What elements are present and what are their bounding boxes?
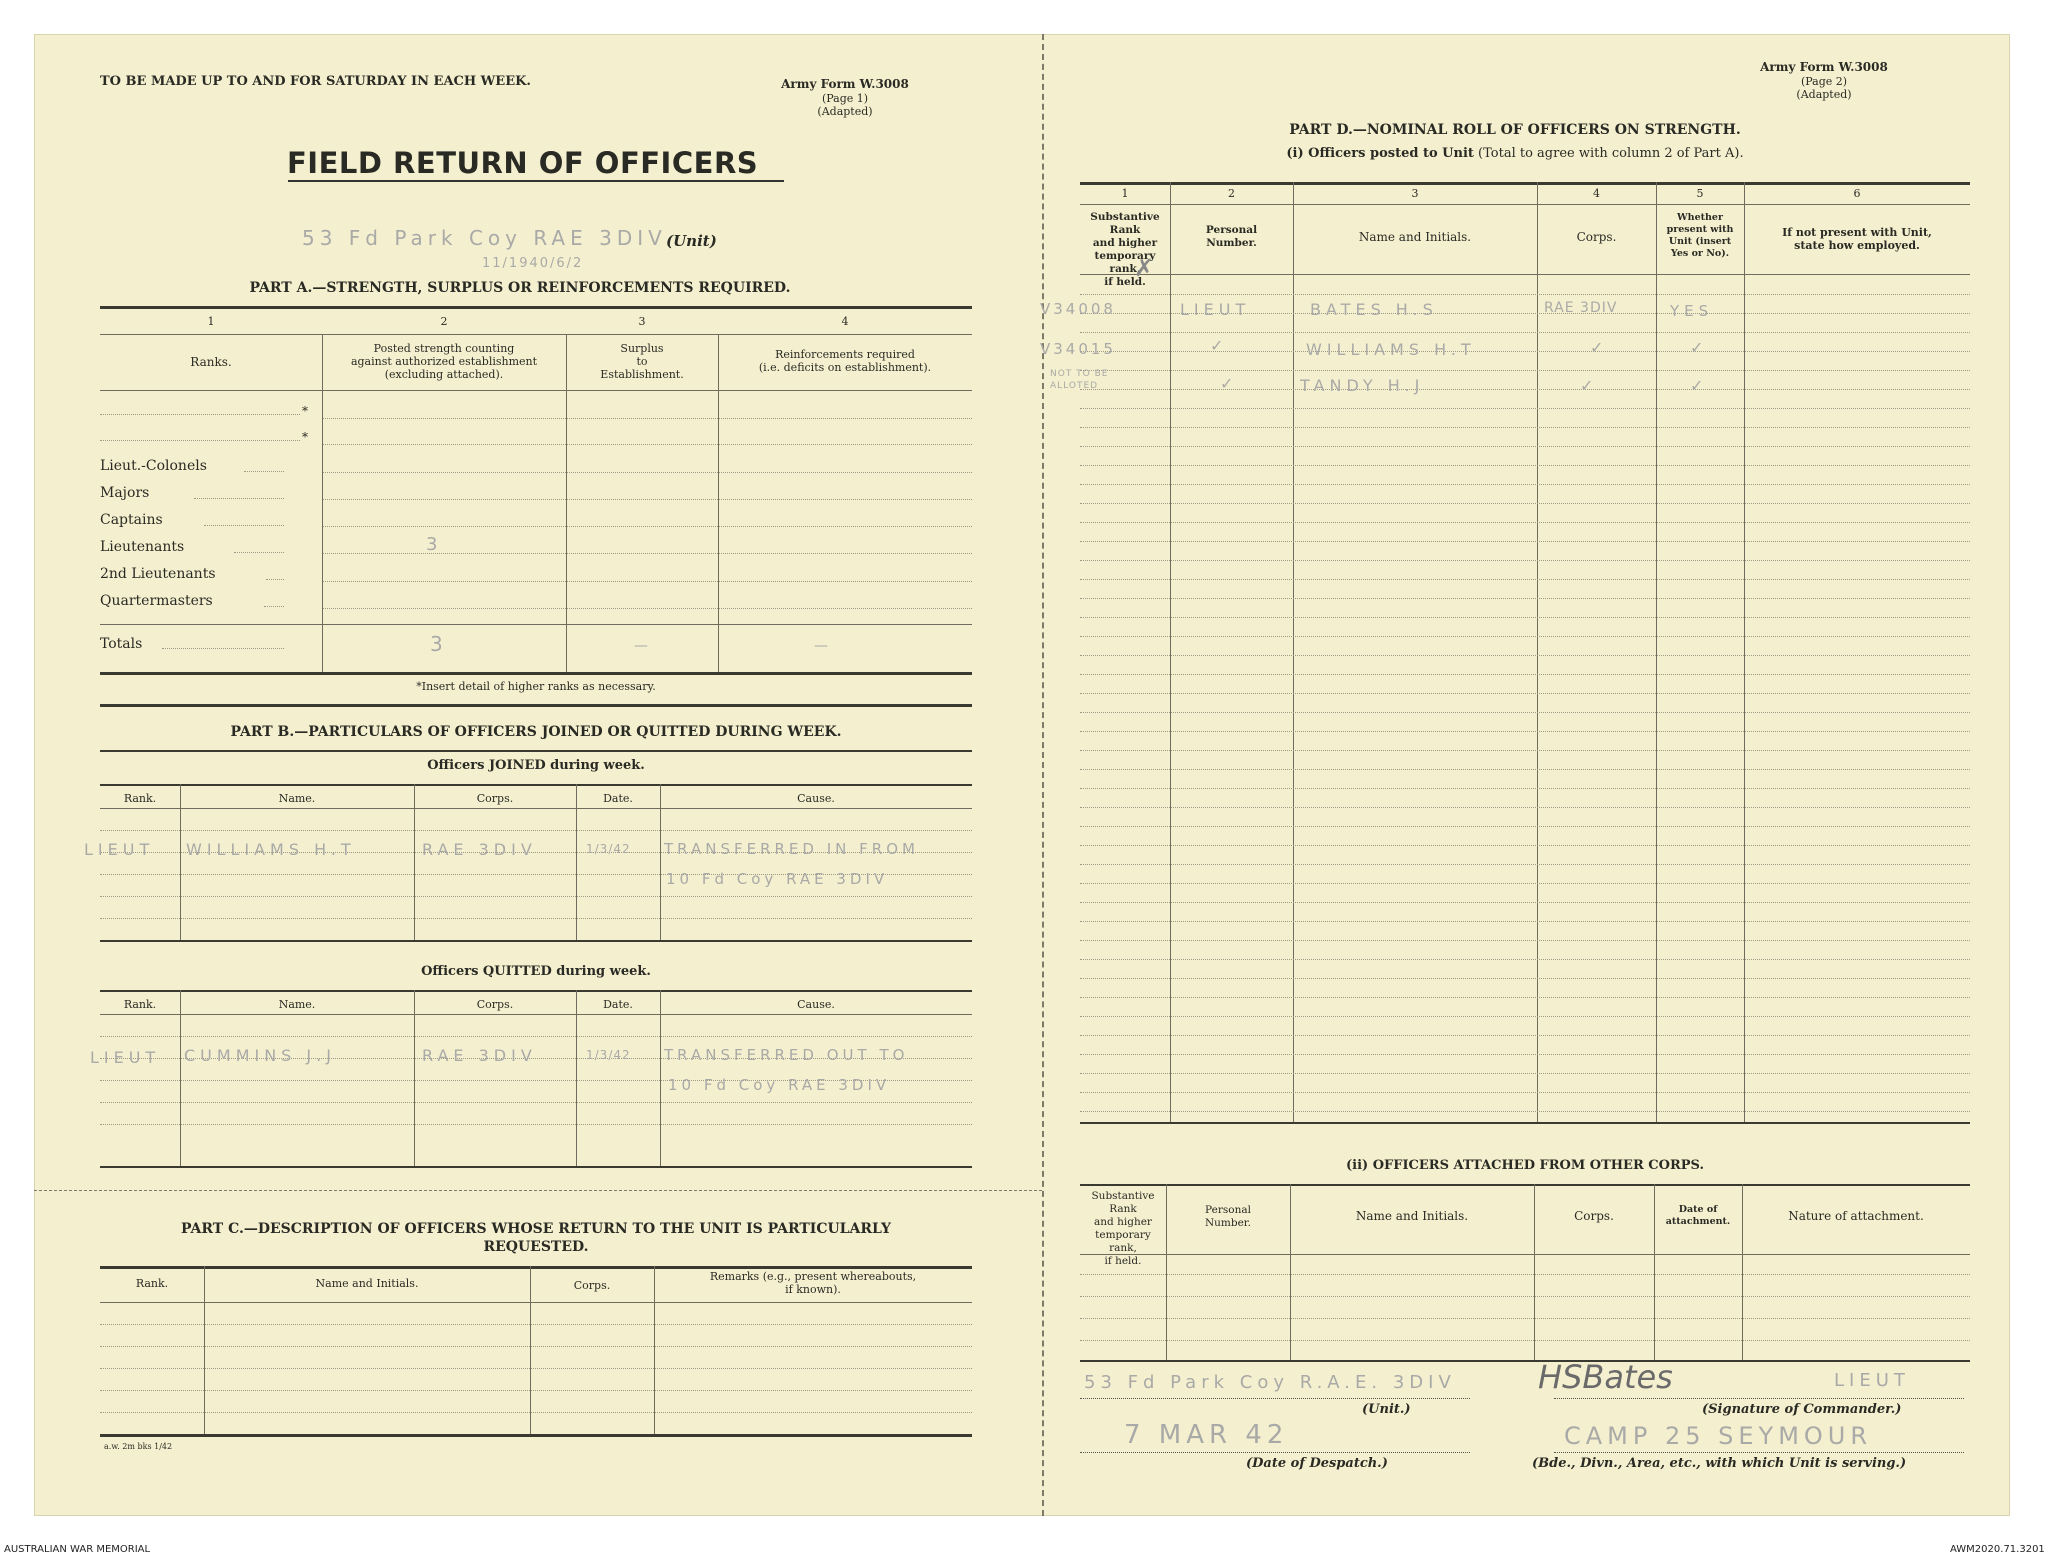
joined-name-header: Name. (278, 792, 316, 805)
part-a-posted-header: Posted strength counting against authorized establishment (excluding attached). (350, 342, 538, 381)
part-d-present-header: Whether present with Unit (insert Yes or No). (1666, 212, 1734, 259)
quitted-name-header: Name. (278, 998, 316, 1011)
part-a-col2-number: 2 (440, 315, 448, 328)
part-c-title: PART C.—DESCRIPTION OF OFFICERS WHOSE RETURN TO THE UNIT IS PARTICULARLY REQUESTED. (181, 1221, 891, 1255)
attached-name-header: Name and Initials. (1355, 1209, 1469, 1223)
roll-row1-present: YES (1670, 302, 1714, 320)
roll-row3-corps: ✓ (1580, 376, 1599, 395)
ruled-row-line (1080, 560, 1970, 561)
roll-row2-present: ✓ (1690, 338, 1709, 357)
roll-row2-rank: ✓ (1210, 336, 1229, 355)
part-a-surplus-header: Surplus to Establishment. (600, 342, 684, 381)
unit-handwritten: 53 Fd Park Coy RAE 3DIV (302, 226, 667, 250)
footer-institution: AUSTRALIAN WAR MEMORIAL (4, 1544, 151, 1555)
part-d-corps-header: Corps. (1576, 230, 1617, 244)
ruled-row-line (1080, 1016, 1970, 1017)
joined-cause-line1: TRANSFERRED IN FROM (664, 840, 919, 858)
asterisk-1: * (302, 404, 308, 418)
quitted-cause-header: Cause. (797, 998, 835, 1011)
roll-row1-number: V34008 (1040, 300, 1116, 318)
ruled-row-line (1080, 883, 1970, 884)
rank-quartermasters: Quartermasters (100, 593, 213, 609)
joined-date-header: Date. (603, 792, 633, 805)
quitted-name: CUMMINS J.J (184, 1046, 336, 1065)
signoff-unit-handwritten: 53 Fd Park Coy R.A.E. 3DIV (1084, 1372, 1456, 1393)
roll-row3-number-line1: NOT TO BE (1050, 369, 1109, 379)
cross-out-mark: ✗ (1134, 254, 1155, 282)
ruled-row-line (1080, 503, 1970, 504)
footer-accession: AWM2020.71.3201 (1950, 1544, 2045, 1555)
part-c-name-header: Name and Initials. (315, 1277, 419, 1290)
ruled-row-line (1080, 769, 1970, 770)
ruled-row-line (1080, 579, 1970, 580)
rank-lieut-colonels: Lieut.-Colonels (100, 458, 207, 474)
joined-title: Officers JOINED during week. (427, 758, 645, 773)
part-b-title: PART B.—PARTICULARS OF OFFICERS JOINED OR QUITTED DURING WEEK. (230, 724, 842, 740)
perforation-line (34, 1190, 1042, 1191)
signature-rank: LIEUT (1834, 1370, 1910, 1391)
ruled-row-line (1080, 864, 1970, 865)
location-handwritten: CAMP 25 SEYMOUR (1564, 1422, 1873, 1450)
quitted-rank: LIEUT (90, 1048, 161, 1067)
ruled-row-line (1080, 1092, 1970, 1093)
ruled-row-line (1080, 788, 1970, 789)
ruled-row-line (1080, 370, 1970, 371)
part-d-col3-number: 3 (1411, 187, 1419, 200)
ruled-row-line (1080, 674, 1970, 675)
ruled-row-line (1080, 294, 1970, 295)
part-a-footnote: *Insert detail of higher ranks as necessary. (416, 680, 656, 693)
ruled-row-line (1080, 1073, 1970, 1074)
despatch-date-label: (Date of Despatch.) (1246, 1456, 1388, 1471)
roll-row3-name: TANDY H.J (1300, 376, 1425, 395)
signature-label: (Signature of Commander.) (1702, 1402, 1902, 1417)
quitted-corps-header: Corps. (476, 998, 514, 1011)
attached-corps-header: Corps. (1574, 1209, 1614, 1223)
commander-signature: HSBates (1538, 1358, 1673, 1396)
ruled-row-line (1080, 389, 1970, 390)
instruction-text: TO BE MADE UP TO AND FOR SATURDAY IN EACH WEEK. (100, 74, 531, 89)
ruled-row-line (1080, 427, 1970, 428)
joined-date: 1/3/42 (586, 842, 631, 856)
title-underline (288, 180, 784, 182)
roll-row2-number: V34015 (1040, 340, 1116, 358)
lieutenants-posted-value: 3 (426, 534, 443, 555)
attached-nature-header: Nature of attachment. (1788, 1209, 1924, 1223)
part-d-rank-header: Substantive Rank and higher temporary rank, if held. (1090, 211, 1160, 288)
location-label: (Bde., Divn., Area, etc., with which Unit is serving.) (1532, 1456, 1907, 1471)
ruled-row-line (1080, 484, 1970, 485)
ruled-row-line (1080, 522, 1970, 523)
form-sheet (34, 34, 2010, 1516)
ruled-row-line (1080, 712, 1970, 713)
part-d-employed-header: If not present with Unit, state how employed. (1782, 226, 1932, 252)
quitted-corps: RAE 3DIV (422, 1046, 537, 1065)
part-c-rank-header: Rank. (135, 1277, 169, 1290)
form-page-left: (Page 1) (821, 92, 869, 105)
part-c-remarks-header: Remarks (e.g., present whereabouts, if known). (709, 1270, 917, 1296)
ruled-row-line (1080, 921, 1970, 922)
form-adapted-right: (Adapted) (1796, 88, 1852, 101)
ruled-row-line (1080, 731, 1970, 732)
unit-label: (Unit) (666, 232, 717, 250)
ruled-row-line (1080, 541, 1970, 542)
ruled-row-line (1080, 1111, 1970, 1112)
roll-row2-name: WILLIAMS H.T (1306, 340, 1476, 359)
totals-surplus-value: — (634, 638, 653, 654)
ruled-row-line (1080, 750, 1970, 751)
joined-cause-line2: 10 Fd Coy RAE 3DIV (666, 870, 889, 888)
quitted-cause-line1: TRANSFERRED OUT TO (664, 1046, 909, 1064)
ruled-row-line (1080, 617, 1970, 618)
ruled-row-line (1080, 997, 1970, 998)
part-a-ranks-header: Ranks. (190, 355, 232, 369)
attached-number-header: Personal Number. (1204, 1204, 1252, 1229)
despatch-date-handwritten: 7 MAR 42 (1124, 1420, 1289, 1450)
joined-name: WILLIAMS H.T (186, 840, 356, 859)
roll-row1-corps: RAE 3DIV (1544, 300, 1618, 316)
roll-row1-rank: LIEUT (1180, 300, 1251, 319)
quitted-rank-header: Rank. (123, 998, 157, 1011)
form-adapted-left: (Adapted) (817, 105, 873, 118)
ruled-row-line (1080, 598, 1970, 599)
roll-row2-corps: ✓ (1590, 338, 1609, 357)
rank-captains: Captains (100, 512, 163, 528)
quitted-date-header: Date. (603, 998, 633, 1011)
roll-row3-rank: ✓ (1220, 374, 1239, 393)
quitted-date: 1/3/42 (586, 1048, 631, 1062)
joined-cause-header: Cause. (797, 792, 835, 805)
part-d-number-header: Personal Number. (1205, 224, 1258, 249)
part-d-col1-number: 1 (1121, 187, 1129, 200)
ruled-row-line (1080, 693, 1970, 694)
ruled-row-line (1080, 902, 1970, 903)
ruled-row-line (1080, 1035, 1970, 1036)
part-d-col2-number: 2 (1228, 187, 1235, 200)
part-d-subtitle-i: (i) Officers posted to Unit (Total to agree with column 2 of Part A). (1286, 146, 1744, 161)
part-d-col5-number: 5 (1696, 187, 1704, 200)
rank-majors: Majors (100, 485, 150, 501)
roll-row3-present: ✓ (1690, 376, 1709, 395)
ruled-row-line (1080, 408, 1970, 409)
ruled-row-line (1080, 940, 1970, 941)
quitted-cause-line2: 10 Fd Coy RAE 3DIV (668, 1076, 891, 1094)
ruled-row-line (1080, 636, 1970, 637)
ruled-row-line (1080, 446, 1970, 447)
fold-line (1042, 34, 1044, 1516)
totals-reinforcements-value: — (814, 638, 833, 654)
print-code: a.w. 2m bks 1/42 (104, 1442, 173, 1451)
form-number-right: Army Form W.3008 (1760, 60, 1888, 74)
ruled-row-line (1080, 959, 1970, 960)
signoff-unit-label: (Unit.) (1362, 1402, 1411, 1417)
part-a-col4-number: 4 (841, 315, 849, 328)
attached-rank-header: Substantive Rank and higher temporary rank, if held. (1091, 1190, 1155, 1267)
roll-row1-name: BATES H.S (1310, 300, 1438, 319)
form-number-left: Army Form W.3008 (781, 77, 909, 91)
part-c-corps-header: Corps. (573, 1279, 611, 1292)
totals-posted-value: 3 (430, 632, 448, 656)
joined-corps-header: Corps. (476, 792, 514, 805)
part-a-col3-number: 3 (638, 315, 646, 328)
part-a-title: PART A.—STRENGTH, SURPLUS OR REINFORCEMENTS REQUIRED. (249, 280, 791, 296)
part-d-subtitle-ii: (ii) OFFICERS ATTACHED FROM OTHER CORPS. (1345, 1158, 1704, 1173)
reference-handwritten: 11/1940/6/2 (482, 256, 584, 271)
part-d-col4-number: 4 (1593, 187, 1600, 200)
ruled-row-line (1080, 978, 1970, 979)
ruled-row-line (1080, 1054, 1970, 1055)
attached-date-header: Date of attachment. (1665, 1204, 1731, 1227)
asterisk-2: * (302, 430, 308, 444)
rank-lieutenants: Lieutenants (100, 539, 185, 555)
joined-rank-header: Rank. (123, 792, 157, 805)
part-d-title: PART D.—NOMINAL ROLL OF OFFICERS ON STRENGTH. (1289, 122, 1741, 138)
rank-2nd-lieutenants: 2nd Lieutenants (100, 566, 216, 582)
part-a-reinforcements-header: Reinforcements required (i.e. deficits on establishment). (758, 348, 932, 374)
roll-row3-number-line2: ALLOTED (1050, 381, 1099, 391)
totals-label: Totals (100, 636, 143, 652)
ruled-row-line (1080, 655, 1970, 656)
part-d-col6-number: 6 (1853, 187, 1861, 200)
ruled-row-line (1080, 826, 1970, 827)
part-d-name-header: Name and Initials. (1358, 230, 1472, 244)
form-title: FIELD RETURN OF OFFICERS (287, 146, 759, 180)
form-page-right: (Page 2) (1800, 75, 1848, 88)
ruled-row-line (1080, 845, 1970, 846)
ruled-row-line (1080, 332, 1970, 333)
joined-rank: LIEUT (84, 840, 155, 859)
joined-corps: RAE 3DIV (422, 840, 537, 859)
ruled-row-line (1080, 465, 1970, 466)
ruled-row-line (1080, 807, 1970, 808)
part-a-col1-number: 1 (207, 315, 215, 328)
quitted-title: Officers QUITTED during week. (421, 964, 651, 979)
